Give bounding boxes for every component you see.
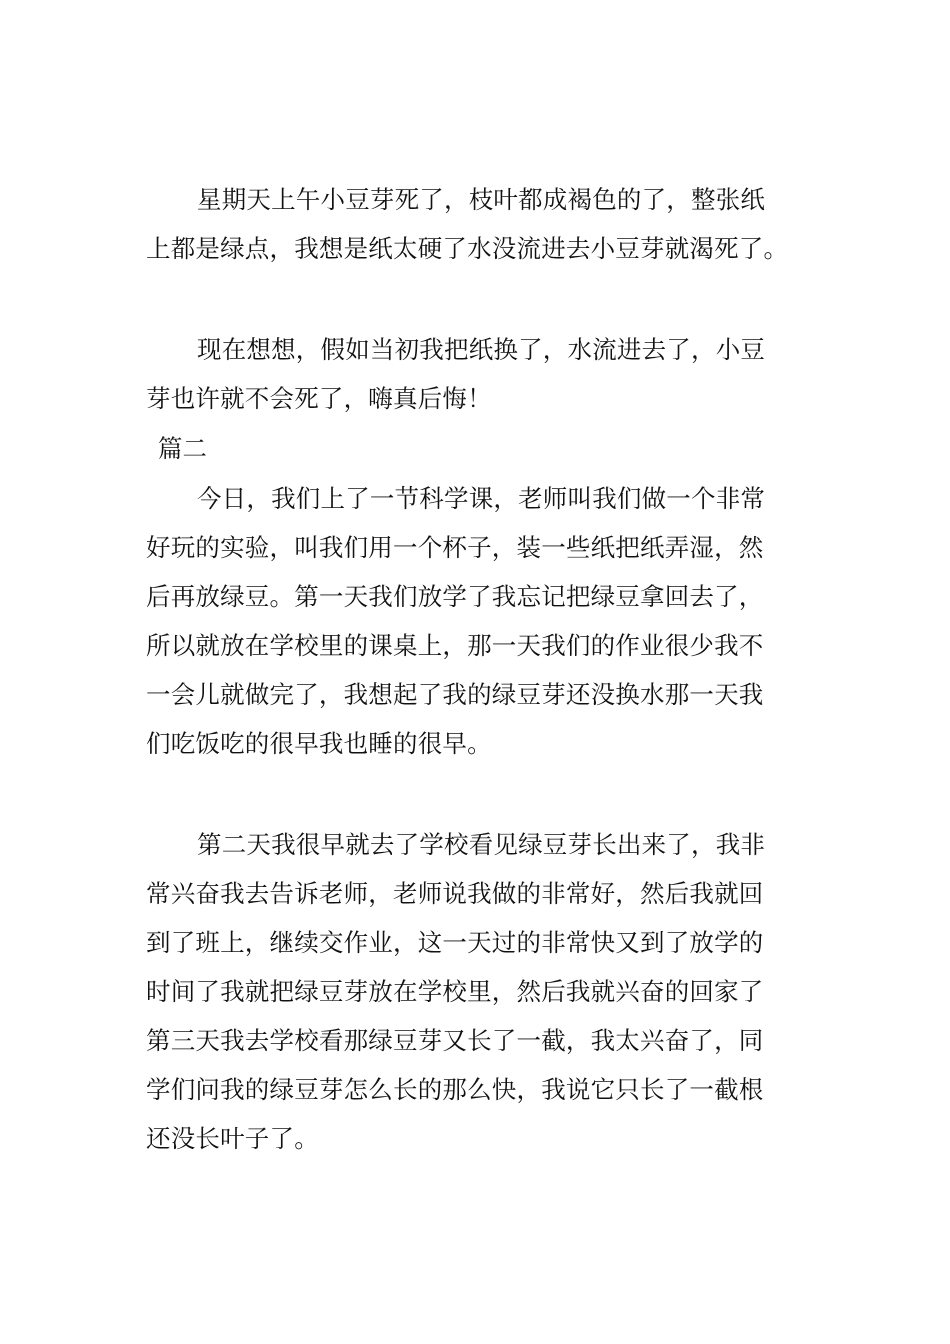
paragraph-line: 第二天我很早就去了学校看见绿豆芽长出来了，我非 <box>197 830 766 859</box>
paragraph-line: 所以就放在学校里的课桌上，那一天我们的作业很少我不 <box>146 631 764 660</box>
paragraph-line: 们吃饭吃的很早我也睡的很早。 <box>146 729 492 758</box>
paragraph-line: 今日，我们上了一节科学课，老师叫我们做一个非常 <box>197 484 766 513</box>
paragraph-line: 星期天上午小豆芽死了，枝叶都成褐色的了，整张纸 <box>197 185 766 214</box>
paragraph-line: 后再放绿豆。第一天我们放学了我忘记把绿豆拿回去了， <box>146 582 764 611</box>
paragraph-line: 学们问我的绿豆芽怎么长的那么快，我说它只长了一截根 <box>146 1075 764 1104</box>
paragraph-line: 时间了我就把绿豆芽放在学校里，然后我就兴奋的回家了 <box>146 977 764 1006</box>
paragraph-line: 到了班上，继续交作业，这一天过的非常快又到了放学的 <box>146 928 764 957</box>
paragraph-line: 上都是绿点，我想是纸太硬了水没流进去小豆芽就渴死了。 <box>146 234 789 263</box>
paragraph-line: 第三天我去学校看那绿豆芽又长了一截，我太兴奋了，同 <box>146 1026 764 1055</box>
paragraph-line: 现在想想，假如当初我把纸换了，水流进去了，小豆 <box>197 335 766 364</box>
paragraph-1 <box>146 175 808 273</box>
paragraph-4 <box>146 820 808 1163</box>
paragraph-line: 还没长叶子了。 <box>146 1124 319 1153</box>
paragraph-line: 芽也许就不会死了，嗨真后悔！ <box>146 384 492 413</box>
section-heading: 篇二 <box>158 434 207 463</box>
paragraph-line: 常兴奋我去告诉老师，老师说我做的非常好，然后我就回 <box>146 879 764 908</box>
paragraph-2 <box>146 325 808 423</box>
paragraph-line: 好玩的实验，叫我们用一个杯子，装一些纸把纸弄湿，然 <box>146 533 764 562</box>
paragraph-line: 一会儿就做完了，我想起了我的绿豆芽还没换水那一天我 <box>146 680 764 709</box>
paragraph-3 <box>146 474 808 768</box>
